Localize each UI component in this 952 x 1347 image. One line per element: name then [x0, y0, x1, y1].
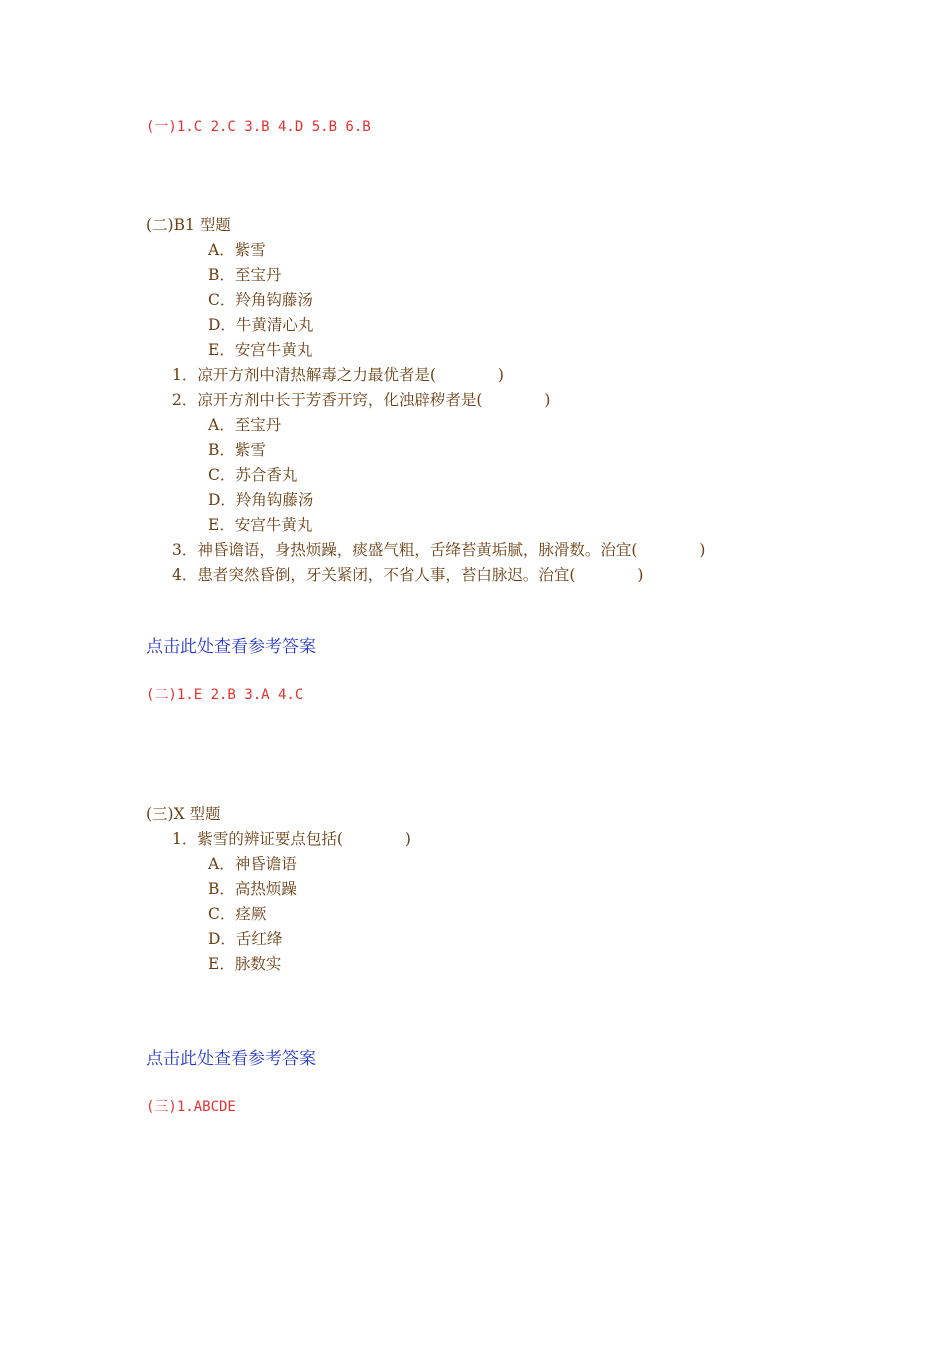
- option-a: A．神昏谵语: [208, 855, 297, 873]
- option-c: C．羚角钩藤汤: [208, 291, 313, 309]
- question-4: 4．患者突然昏倒，牙关紧闭，不省人事，苔白脉迟。治宜( ): [172, 566, 644, 584]
- section-3-heading: (三)X 型题: [146, 805, 221, 823]
- answer-key-section-2: (二)1.E 2.B 3.A 4.C: [146, 687, 304, 703]
- option-d: D．舌红绛: [208, 930, 283, 948]
- option-d: D．牛黄清心丸: [208, 316, 314, 334]
- question-2: 2．凉开方剂中长于芳香开窍，化浊辟秽者是( ): [172, 391, 551, 409]
- option-d: D．羚角钩藤汤: [208, 491, 314, 509]
- option-e: E．脉数实: [208, 955, 282, 973]
- option-e: E．安宫牛黄丸: [208, 341, 313, 359]
- section-2-heading: (二)B1 型题: [146, 216, 231, 234]
- view-answer-link-section-2[interactable]: 点击此处查看参考答案: [146, 637, 316, 657]
- view-answer-link-section-3[interactable]: 点击此处查看参考答案: [146, 1049, 316, 1069]
- option-a: A．至宝丹: [208, 416, 282, 434]
- answer-key-section-1: (一)1.C 2.C 3.B 4.D 5.B 6.B: [146, 119, 371, 135]
- option-e: E．安宫牛黄丸: [208, 516, 313, 534]
- option-c: C．痉厥: [208, 905, 267, 923]
- option-b: B．紫雪: [208, 441, 266, 459]
- option-b: B．至宝丹: [208, 266, 282, 284]
- option-a: A．紫雪: [208, 241, 266, 259]
- option-b: B．高热烦躁: [208, 880, 297, 898]
- question-3: 3．神昏谵语，身热烦躁，痰盛气粗，舌绛苔黄垢腻，脉滑数。治宜( ): [172, 541, 706, 559]
- option-c: C．苏合香丸: [208, 466, 298, 484]
- answer-key-section-3: (三)1.ABCDE: [146, 1099, 236, 1115]
- question-1: 1．紫雪的辨证要点包括( ): [172, 830, 411, 848]
- question-1: 1．凉开方剂中清热解毒之力最优者是( ): [172, 366, 504, 384]
